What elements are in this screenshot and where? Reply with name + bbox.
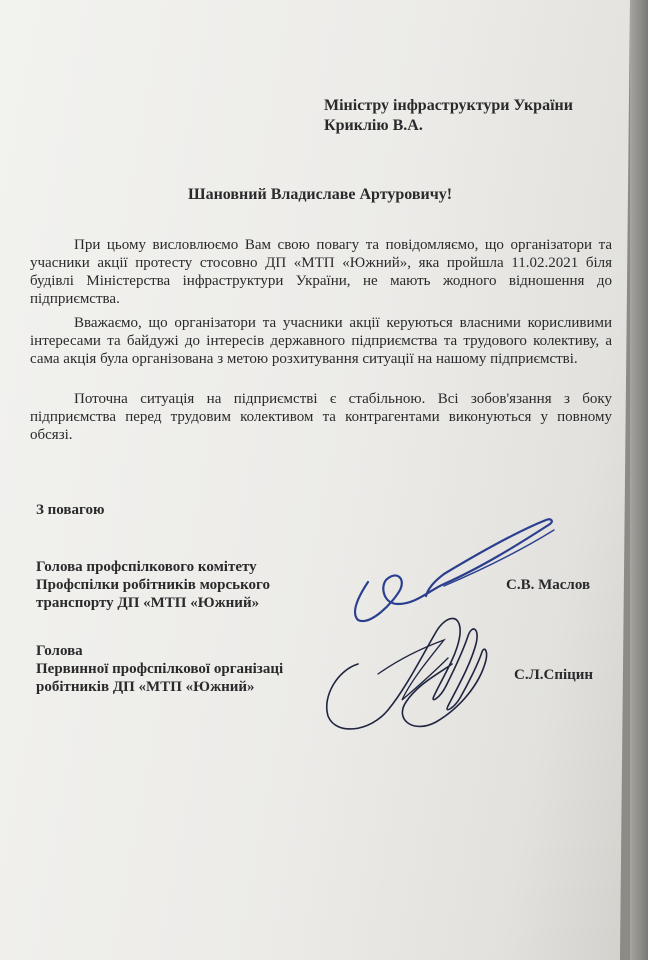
body-paragraph-3: Поточна ситуація на підприємстві є стабільною. Всі зобов'язання з боку підприємства перед трудовим колективом та контрагентами виконуються у повному обсязі. [30,391,612,443]
signatory-1-title-line-3: транспорту ДП «МТП «Южний» [36,595,260,611]
signatory-1-name: С.В. Маслов [506,577,591,593]
body-paragraph-2: Вважаємо, що організатори та учасники акції керуються власними корисливими інтересами та байдужі до інтересів державного підприємства та трудового колективу, а сама акція була організована з метою розхитування ситуації на нашому підприємстві. [30,315,612,367]
signatory-2-title [36,642,336,696]
signatory-2-name: С.Л.Спіцин [514,667,594,683]
signatory-2-title-line-1: Голова [36,643,83,659]
desk-edge [630,0,648,960]
addressee-block [324,96,624,136]
signatory-1-title-line-1: Голова профспілкового комітету [36,559,257,575]
closing-phrase: З повагою [36,502,105,518]
salutation: Шановний Владиславе Артуровичу! [188,186,453,203]
signatory-2-title-line-3: робітників ДП «МТП «Южний» [36,679,255,695]
addressee-line-1: Міністру інфраструктури України [324,97,573,114]
signatory-1-title [36,558,336,612]
addressee-line-2: Криклію В.А. [324,117,423,134]
signature-2-icon [318,604,498,740]
signatory-1-title-line-2: Профспілки робітників морського [36,577,270,593]
signatory-2-title-line-2: Первинної профспілкової організаці [36,661,284,677]
body-paragraph-1: При цьому висловлюємо Вам свою повагу та повідомляємо, що організатори та учасники акції протесту стосовно ДП «МТП «Южний», яка пройшла 11.02.2021 біля будівлі Міністерства інфраструктури України, не мають жодного відношення до підприємства. [30,237,612,307]
